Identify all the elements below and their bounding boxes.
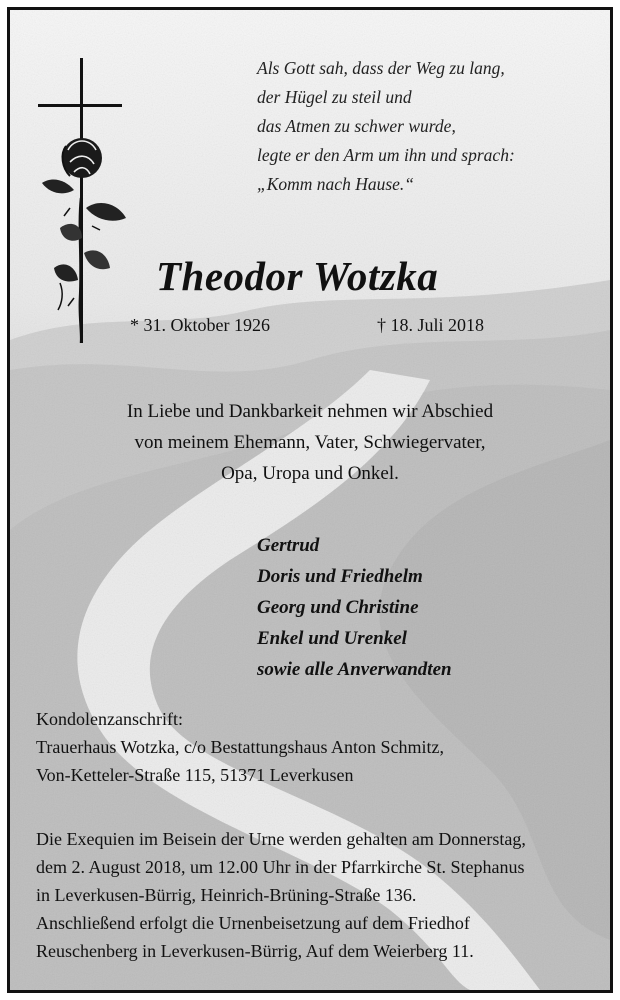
service-line: in Leverkusen-Bürrig, Heinrich-Brüning-Straße 136.: [36, 885, 417, 905]
farewell-line: In Liebe und Dankbarkeit nehmen wir Abschied: [126, 401, 494, 422]
mourner: Doris und Friedhelm: [257, 566, 423, 587]
service-info: [36, 825, 526, 965]
condolence-heading: Kondolenzanschrift:: [36, 709, 183, 729]
condolence-line: Trauerhaus Wotzka, c/o Bestattungshaus Anton Schmitz,: [36, 737, 445, 757]
mourner: Georg und Christine: [257, 597, 419, 618]
poem-line: Als Gott sah, dass der Weg zu lang,: [257, 58, 505, 78]
service-line: Reuschenberg in Leverkusen-Bürrig, Auf dem Weierberg 11.: [36, 941, 474, 961]
poem-line: „Komm nach Hause.“: [257, 174, 415, 194]
service-line: Die Exequien im Beisein der Urne werden gehalten am Donnerstag,: [36, 829, 526, 849]
poem-line: das Atmen zu schwer wurde,: [257, 116, 456, 136]
rose-icon: [42, 138, 126, 343]
service-line: dem 2. August 2018, um 12.00 Uhr in der Pfarrkirche St. Stephanus: [36, 857, 525, 877]
condolence-address: [36, 705, 444, 789]
cross-icon: [30, 58, 140, 343]
mourner: sowie alle Anverwandten: [257, 659, 452, 680]
poem-line: der Hügel zu steil und: [257, 87, 412, 107]
poem-line: legte er den Arm um ihn und sprach:: [257, 145, 515, 165]
birth-date: * 31. Oktober 1926: [130, 315, 270, 335]
death-date: † 18. Juli 2018: [377, 315, 485, 335]
obituary-notice: [7, 7, 613, 993]
deceased-name: Theodor Wotzka: [156, 253, 439, 299]
farewell-line: von meinem Ehemann, Vater, Schwiegervater,: [134, 432, 486, 453]
farewell-line: Opa, Uropa und Onkel.: [221, 463, 399, 484]
poem: [257, 54, 515, 199]
mourner: Enkel und Urenkel: [257, 628, 407, 649]
condolence-line: Von-Ketteler-Straße 115, 51371 Leverkusen: [36, 765, 354, 785]
service-line: Anschließend erfolgt die Urnenbeisetzung auf dem Friedhof: [36, 913, 470, 933]
mourners-list: [257, 530, 452, 685]
farewell-text: [10, 396, 610, 489]
mourner: Gertrud: [257, 535, 320, 556]
